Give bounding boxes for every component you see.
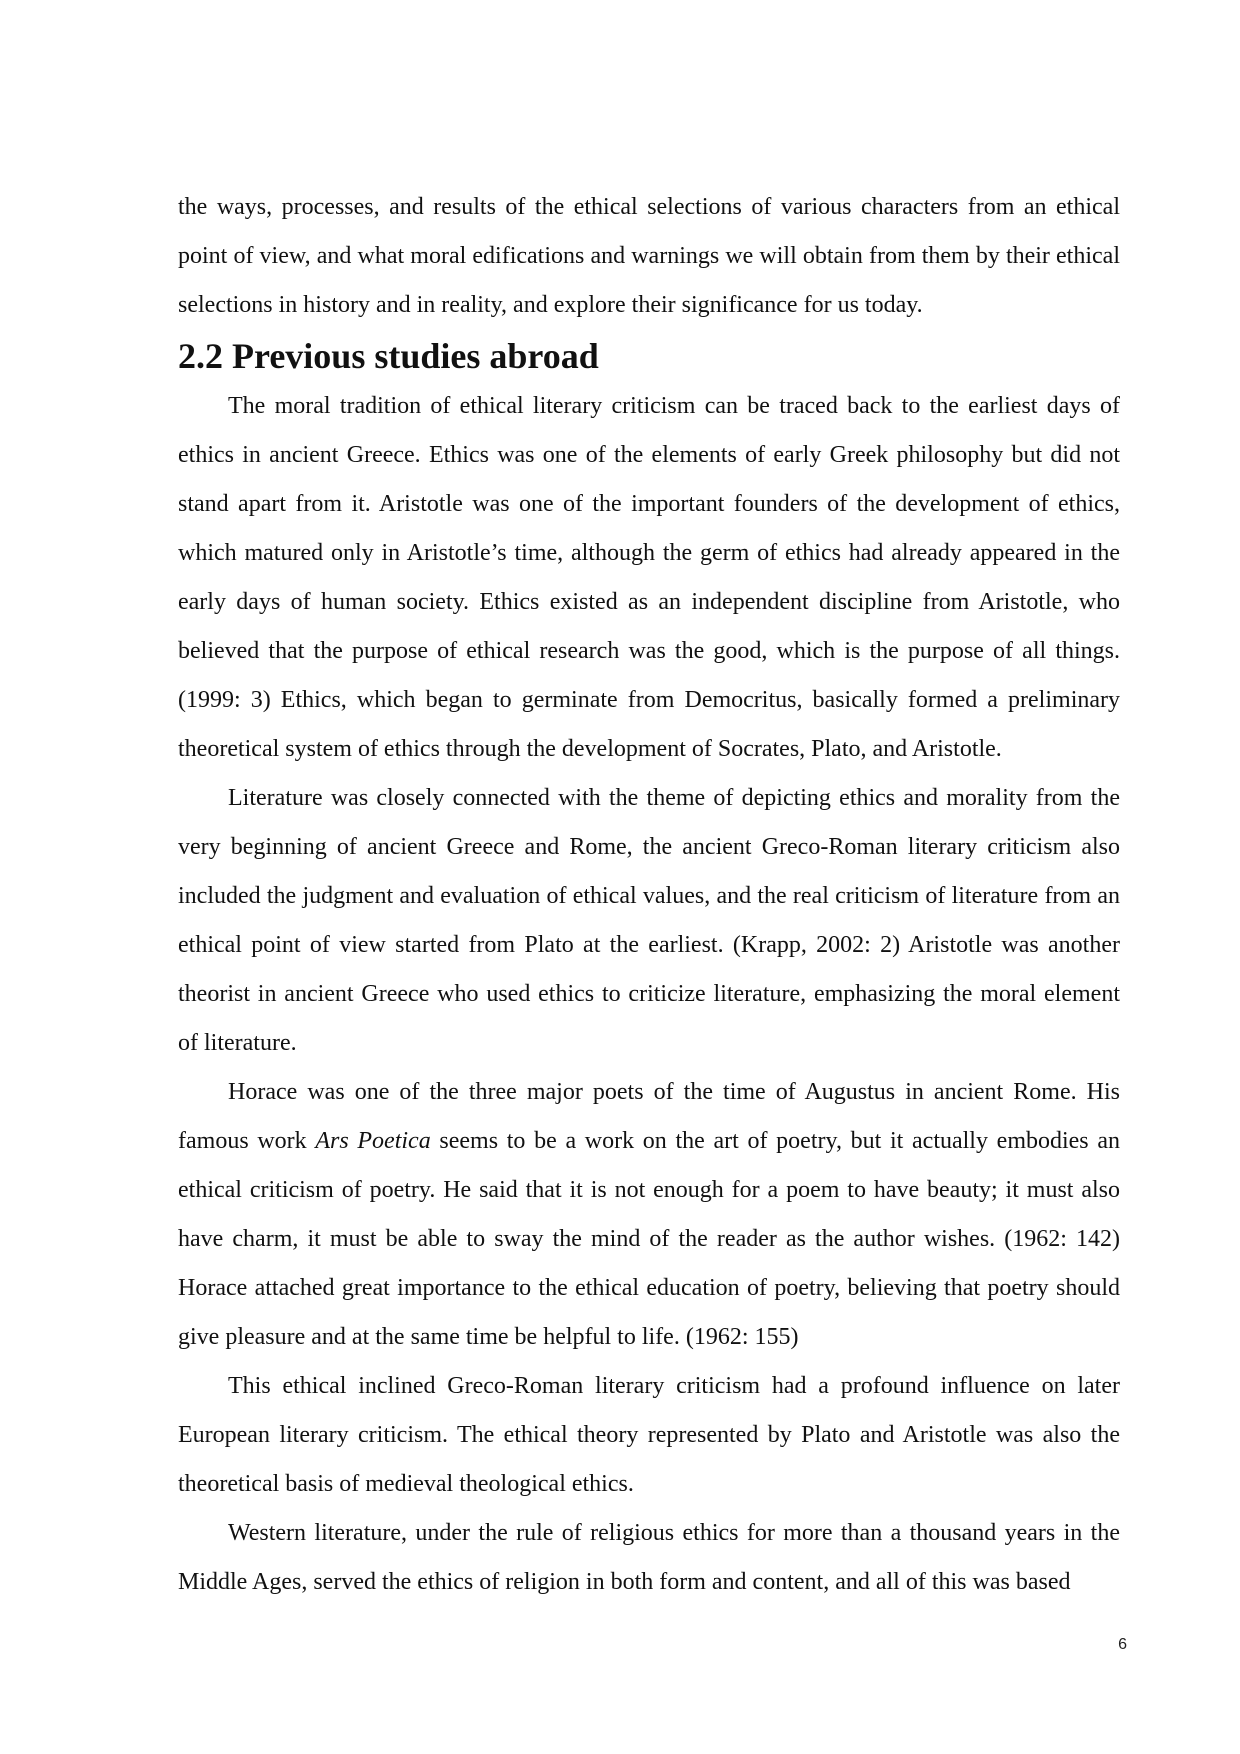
paragraph-greco-roman-influence: This ethical inclined Greco-Roman literary criticism had a profound influence on later European literary criticism. The ethical theory represented by Plato and Aristotle was also the theoretical basis of medieval theological ethics. xyxy=(178,1373,1120,1497)
page-number: 6 xyxy=(1118,1636,1127,1653)
paragraph-horace xyxy=(178,1068,1120,1362)
section-heading: 2.2 Previous studies abroad xyxy=(178,336,599,376)
horace-text-after-title: seems to be a work on the art of poetry, but it actually embodies an ethical criticism of poetry. He said that it is not enough for a poem to have beauty; it must also have charm, it must be able to sway the mind of the reader as the author wishes. (1962: 142) Horace attached great importance to the ethical education of poetry, believing that poetry should give pleasure and at the same time be helpful to life. (1962: 155) xyxy=(178,1128,1120,1350)
horace-text-before-title: Horace was one of the three major poets of the time of Augustus in ancient Rome. His famous work xyxy=(178,1079,1120,1154)
ars-poetica-title: Ars Poetica xyxy=(315,1128,431,1154)
page-body xyxy=(178,183,1120,1607)
paragraph-greco-roman-literature: Literature was closely connected with the theme of depicting ethics and morality from the very beginning of ancient Greece and Rome, the ancient Greco-Roman literary criticism also included the judgment and evaluation of ethical values, and the real criticism of literature from an ethical point of view started from Plato at the earliest. (Krapp, 2002: 2) Aristotle was another theorist in ancient Greece who used ethics to criticize literature, emphasizing the moral element of literature. xyxy=(178,785,1120,1056)
opening-paragraph: the ways, processes, and results of the ethical selections of various characters from an ethical point of view, and what moral edifications and warnings we will obtain from them by their ethical selections in history and in reality, and explore their significance for us today. xyxy=(178,194,1120,318)
paragraph-ethical-tradition: The moral tradition of ethical literary criticism can be traced back to the earliest days of ethics in ancient Greece. Ethics was one of the elements of early Greek philosophy but did not stand apart from it. Aristotle was one of the important founders of the development of ethics, which matured only in Aristotle’s time, although the germ of ethics had already appeared in the early days of human society. Ethics existed as an independent discipline from Aristotle, who believed that the purpose of ethical research was the good, which is the purpose of all things. (1999: 3) Ethics, which began to germinate from Democritus, basically formed a preliminary theoretical system of ethics through the development of Socrates, Plato, and Aristotle. xyxy=(178,393,1120,762)
paragraph-western-literature: Western literature, under the rule of religious ethics for more than a thousand years in the Middle Ages, served the ethics of religion in both form and content, and all of this was based xyxy=(178,1520,1120,1595)
